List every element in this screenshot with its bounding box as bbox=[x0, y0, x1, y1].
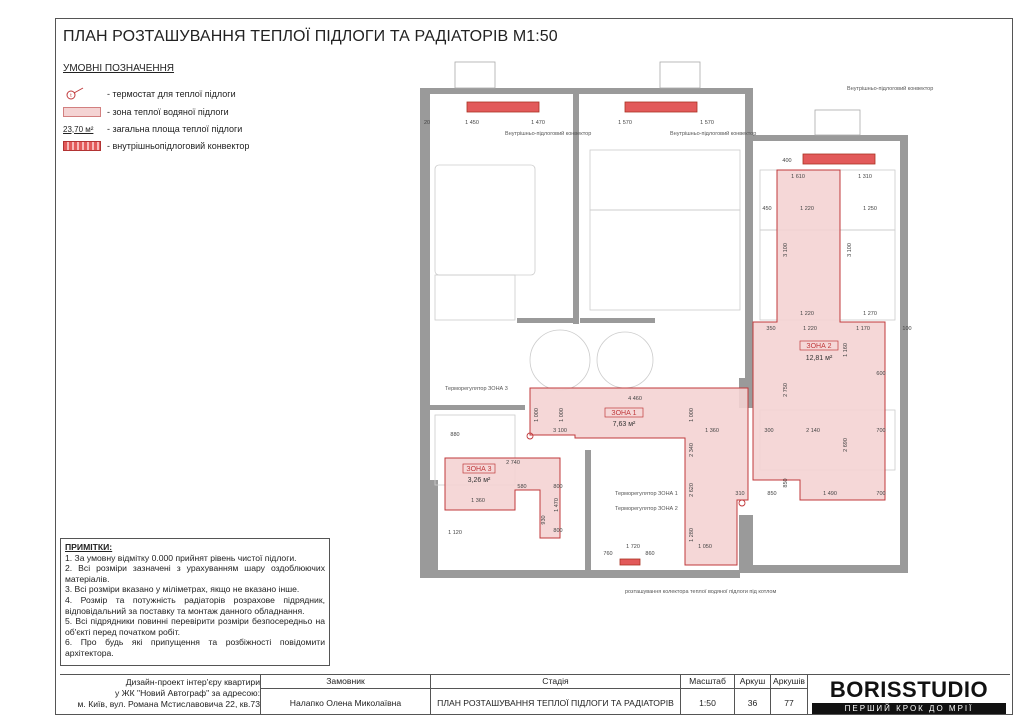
customer-header: Замовник bbox=[261, 675, 430, 689]
dimension-label: 350 bbox=[766, 326, 776, 332]
collector-note: розташування колектора теплої водяної підлоги під котлом bbox=[625, 589, 777, 595]
note-item: 5. Всі підрядники повинні перевірити розміри безпосередньо на об'єкті перед початком робіт. bbox=[65, 616, 325, 637]
dimension-label: 760 bbox=[603, 551, 613, 557]
sheets-cell bbox=[770, 675, 808, 715]
convector-4 bbox=[620, 559, 640, 565]
zone-3-area bbox=[445, 458, 563, 538]
dimension-label: 700 bbox=[876, 491, 886, 497]
studio-logo bbox=[808, 677, 1010, 713]
dimension-label: 1 490 bbox=[823, 491, 837, 497]
dimension-label: 880 bbox=[450, 432, 460, 438]
zone-3-label: ЗОНА 3 bbox=[466, 466, 492, 473]
sheet-cell bbox=[734, 675, 770, 715]
dimension-label: 1 360 bbox=[705, 428, 719, 434]
legend-thermostat bbox=[63, 88, 236, 100]
convector-2 bbox=[625, 102, 697, 112]
dimension-label: 860 bbox=[645, 551, 655, 557]
zone-3-area-text: 3,26 м² bbox=[467, 477, 491, 484]
dimension-label: 800 bbox=[553, 484, 563, 490]
dimension-label: 1 000 bbox=[689, 408, 695, 422]
convector-note-1: Внутрішньо-підлоговий конвектор bbox=[505, 131, 592, 137]
dimension-label: 580 bbox=[517, 484, 527, 490]
note-item: 6. Про будь які припущення та розбіжності повідомити архітектора. bbox=[65, 637, 325, 658]
dimension-label: 2 620 bbox=[689, 483, 695, 497]
notes-box bbox=[60, 538, 330, 666]
thermostat-icon bbox=[63, 88, 101, 100]
project-info bbox=[60, 677, 260, 710]
convector-3 bbox=[803, 154, 875, 164]
dimension-label: 2 340 bbox=[689, 443, 695, 457]
zone-2-area bbox=[753, 170, 885, 500]
dimension-label: 310 bbox=[735, 491, 745, 497]
dimension-label: 1 000 bbox=[559, 408, 565, 422]
legend-convector-label: - внутрішньопідлоговий конвектор bbox=[107, 141, 250, 151]
note-item: 4. Розмір та потужність радіаторів розрахове підрядник, відповідальний за поставку та монтаж данного обладнання. bbox=[65, 594, 325, 616]
notes-heading: ПРИМІТКИ: bbox=[65, 542, 113, 552]
dimension-label: 2 750 bbox=[783, 383, 789, 397]
legend-heading: УМОВНІ ПОЗНАЧЕННЯ bbox=[63, 63, 175, 74]
legend-area bbox=[63, 124, 242, 134]
dimension-label: 400 bbox=[782, 158, 792, 164]
dimension-label: 2 690 bbox=[843, 438, 849, 452]
legend-area-label: - загальна площа теплої підлоги bbox=[107, 124, 243, 134]
note-item: 1. За умовну відмітку 0.000 прийнят рівень чистої підлоги. bbox=[65, 552, 297, 563]
stage-header: Стадія bbox=[431, 675, 680, 689]
legend-thermostat-label: - термостат для теплої підлоги bbox=[107, 89, 236, 99]
dimension-label: 1 250 bbox=[863, 206, 877, 212]
thermostat-zone2 bbox=[739, 500, 745, 506]
zone-1-area-text: 7,63 м² bbox=[612, 421, 636, 428]
floor-plan bbox=[415, 60, 934, 620]
dimension-label: 1 220 bbox=[800, 311, 814, 317]
logo-text: BORISSTUDIO bbox=[829, 677, 989, 702]
convector-note-2: Внутрішньо-підлоговий конвектор bbox=[670, 131, 757, 137]
dimension-label: 20 bbox=[423, 120, 431, 126]
thermo-zone3-note: Терморегулятор ЗОНА 3 bbox=[445, 386, 508, 392]
dimension-label: 1 000 bbox=[534, 408, 540, 422]
dimension-label: 800 bbox=[553, 528, 563, 534]
scale-value: 1:50 bbox=[699, 697, 716, 708]
dimension-label: 3 100 bbox=[553, 428, 567, 434]
legend-zone bbox=[63, 107, 229, 117]
zone-2-area-text: 12,81 м² bbox=[805, 355, 833, 362]
dimension-label: 1 310 bbox=[858, 174, 872, 180]
stage-cell bbox=[430, 675, 680, 715]
zone-1-label: ЗОНА 1 bbox=[611, 410, 637, 417]
dimension-label: 1 220 bbox=[800, 206, 814, 212]
sheet-value: 36 bbox=[747, 697, 758, 708]
customer-cell bbox=[260, 675, 430, 715]
sheet-header: Аркуш bbox=[735, 675, 770, 689]
project-line: Дизайн-проект інтер'єру квартири bbox=[125, 677, 260, 687]
thermo-zone1-note: Терморегулятор ЗОНА 1 bbox=[615, 491, 678, 497]
dimension-label: 1 220 bbox=[803, 326, 817, 332]
zone-swatch bbox=[63, 107, 101, 117]
project-line: м. Київ, вул. Романа Мстиславовича 22, кв.73 bbox=[77, 699, 260, 709]
dimension-label: 1 360 bbox=[471, 498, 485, 504]
dimension-label: 1 570 bbox=[700, 120, 714, 126]
dimension-label: 2 140 bbox=[806, 428, 820, 434]
scale-header: Масштаб bbox=[681, 675, 734, 689]
area-sample: 23,70 м² bbox=[63, 124, 94, 134]
stage-value: ПЛАН РОЗТАШУВАННЯ ТЕПЛОЇ ПІДЛОГИ ТА РАДІАТОРІВ bbox=[437, 697, 674, 708]
note-item: 3. Всі розміри вказано у міліметрах, якщо не вказано інше. bbox=[65, 584, 300, 595]
legend-zone-label: - зона теплої водяної підлоги bbox=[107, 107, 229, 117]
legend-convector bbox=[63, 141, 249, 151]
dimension-label: 700 bbox=[876, 428, 886, 434]
title-block bbox=[60, 674, 1010, 715]
dimension-label: 1 280 bbox=[689, 528, 695, 542]
convector-1 bbox=[467, 102, 539, 112]
dimension-label: 4 460 bbox=[628, 396, 642, 402]
scale-cell bbox=[680, 675, 734, 715]
sheets-value: 77 bbox=[784, 697, 794, 708]
dimension-label: 1 120 bbox=[448, 530, 462, 536]
dimension-label: 1 610 bbox=[791, 174, 805, 180]
convector-note-3: Внутрішньо-підлоговий конвектор bbox=[847, 86, 934, 92]
dimension-label: 100 bbox=[902, 326, 912, 332]
dimension-label: 850 bbox=[767, 491, 777, 497]
dimension-label: 850 bbox=[783, 478, 789, 488]
svg-text:t: t bbox=[70, 93, 72, 99]
dimension-label: 1 160 bbox=[843, 343, 849, 357]
project-line: у ЖК "Новий Автограф" за адресою: bbox=[115, 688, 260, 698]
dimension-label: 1 470 bbox=[531, 120, 545, 126]
note-item: 2. Всі розміри зазначені з урахуванням шару оздоблюючих матеріалів. bbox=[65, 563, 325, 584]
dimension-label: 600 bbox=[876, 371, 886, 377]
dimension-label: 450 bbox=[762, 206, 772, 212]
dimension-label: 3 100 bbox=[847, 243, 853, 257]
thermo-zone2-note: Терморегулятор ЗОНА 2 bbox=[615, 506, 678, 512]
dimension-label: 1 450 bbox=[465, 120, 479, 126]
page-title: ПЛАН РОЗТАШУВАННЯ ТЕПЛОЇ ПІДЛОГИ ТА РАДІАТОРІВ М1:50 bbox=[63, 28, 558, 45]
logo-slogan: ПЕРШИЙ КРОК ДО МРІЇ bbox=[812, 703, 1006, 714]
dimension-label: 1 570 bbox=[618, 120, 632, 126]
dimension-label: 1 470 bbox=[554, 498, 560, 512]
dimension-label: 2 740 bbox=[506, 460, 520, 466]
balconies bbox=[455, 62, 860, 135]
dimension-label: 3 100 bbox=[783, 243, 789, 257]
dimension-label: 1 170 bbox=[856, 326, 870, 332]
dimension-label: 1 270 bbox=[863, 311, 877, 317]
dimension-label: 930 bbox=[541, 515, 547, 525]
convector-swatch bbox=[63, 141, 101, 151]
sheets-header: Аркушів bbox=[771, 675, 807, 689]
dimension-label: 1 720 bbox=[626, 544, 640, 550]
customer-value: Налапко Олена Миколаївна bbox=[289, 697, 402, 708]
zone-2-label: ЗОНА 2 bbox=[806, 343, 832, 350]
dimension-label: 300 bbox=[764, 428, 774, 434]
dimension-label: 1 050 bbox=[698, 544, 712, 550]
